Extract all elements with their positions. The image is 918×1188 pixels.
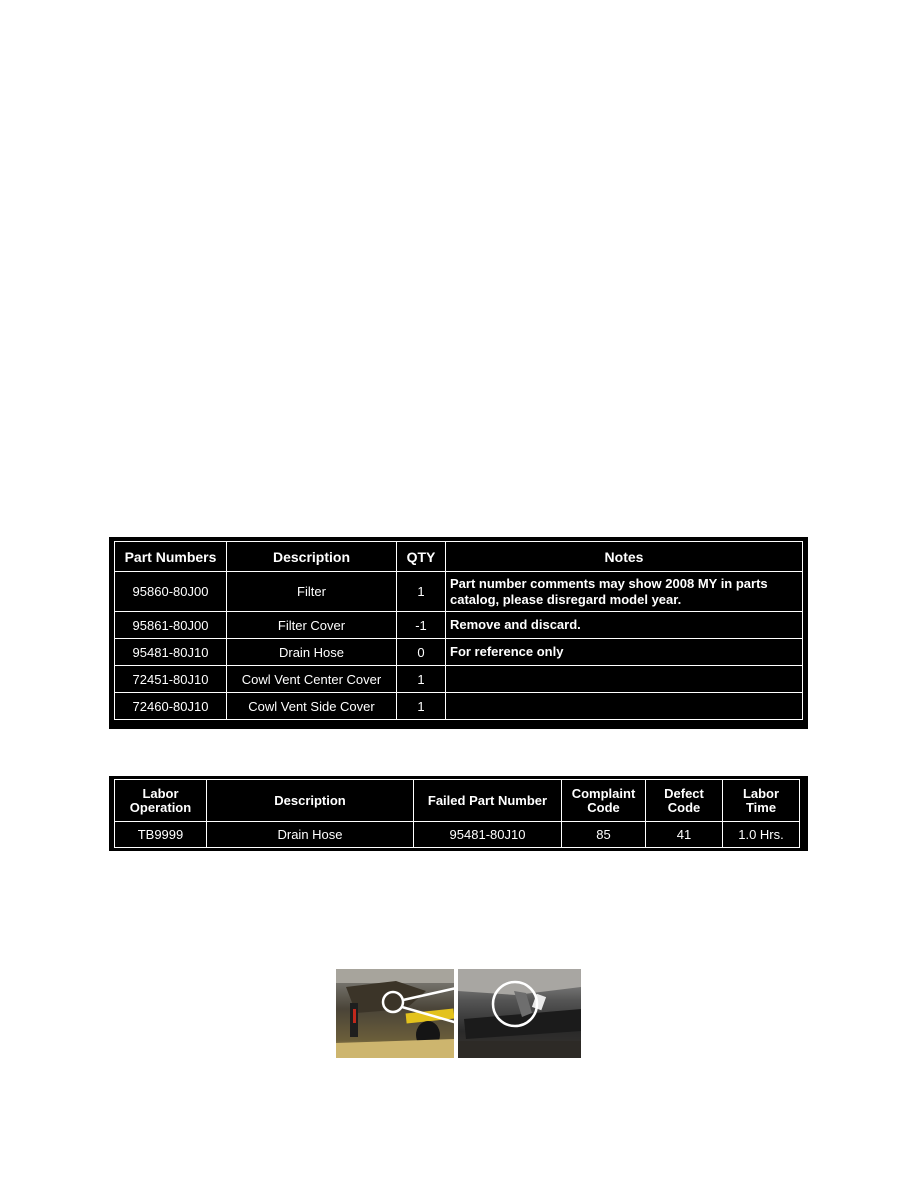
table-row — [115, 572, 803, 612]
part-description: Drain Hose — [227, 639, 397, 666]
labor-time: 1.0 Hrs. — [723, 822, 800, 848]
labor-table-panel — [109, 776, 808, 851]
table-row — [115, 693, 803, 720]
part-qty: 0 — [397, 639, 446, 666]
table-row — [115, 612, 803, 639]
part-notes — [446, 693, 803, 720]
part-notes: For reference only — [446, 639, 803, 666]
complaint-code: 85 — [562, 822, 646, 848]
table-row — [115, 822, 800, 848]
part-description: Filter — [227, 572, 397, 612]
labor-table-header — [115, 780, 800, 822]
part-qty: -1 — [397, 612, 446, 639]
drain-hose-photo — [336, 969, 581, 1058]
header-qty: QTY — [397, 542, 446, 572]
header-labor-operation: Labor Operation — [115, 780, 207, 822]
part-number: 95860-80J00 — [115, 572, 227, 612]
header-failed-part-number: Failed Part Number — [414, 780, 562, 822]
header-complaint-code: Complaint Code — [562, 780, 646, 822]
part-qty: 1 — [397, 572, 446, 612]
labor-description: Drain Hose — [207, 822, 414, 848]
part-number: 72460-80J10 — [115, 693, 227, 720]
table-row — [115, 666, 803, 693]
header-defect-code: Defect Code — [646, 780, 723, 822]
part-description: Cowl Vent Center Cover — [227, 666, 397, 693]
part-notes: Part number comments may show 2008 MY in parts catalog, please disregard model year. — [446, 572, 803, 612]
part-qty: 1 — [397, 693, 446, 720]
labor-table — [114, 779, 800, 848]
part-number: 72451-80J10 — [115, 666, 227, 693]
part-number: 95481-80J10 — [115, 639, 227, 666]
part-notes: Remove and discard. — [446, 612, 803, 639]
header-description: Description — [207, 780, 414, 822]
parts-table-panel — [109, 537, 808, 729]
part-number: 95861-80J00 — [115, 612, 227, 639]
labor-operation: TB9999 — [115, 822, 207, 848]
table-row — [115, 639, 803, 666]
drain-hose-photo-illustration — [336, 969, 581, 1058]
header-labor-time: Labor Time — [723, 780, 800, 822]
part-description: Filter Cover — [227, 612, 397, 639]
parts-table — [114, 541, 803, 720]
defect-code: 41 — [646, 822, 723, 848]
part-notes — [446, 666, 803, 693]
header-description: Description — [227, 542, 397, 572]
parts-table-header — [115, 542, 803, 572]
part-description: Cowl Vent Side Cover — [227, 693, 397, 720]
part-qty: 1 — [397, 666, 446, 693]
header-part-numbers: Part Numbers — [115, 542, 227, 572]
header-notes: Notes — [446, 542, 803, 572]
failed-part-number: 95481-80J10 — [414, 822, 562, 848]
